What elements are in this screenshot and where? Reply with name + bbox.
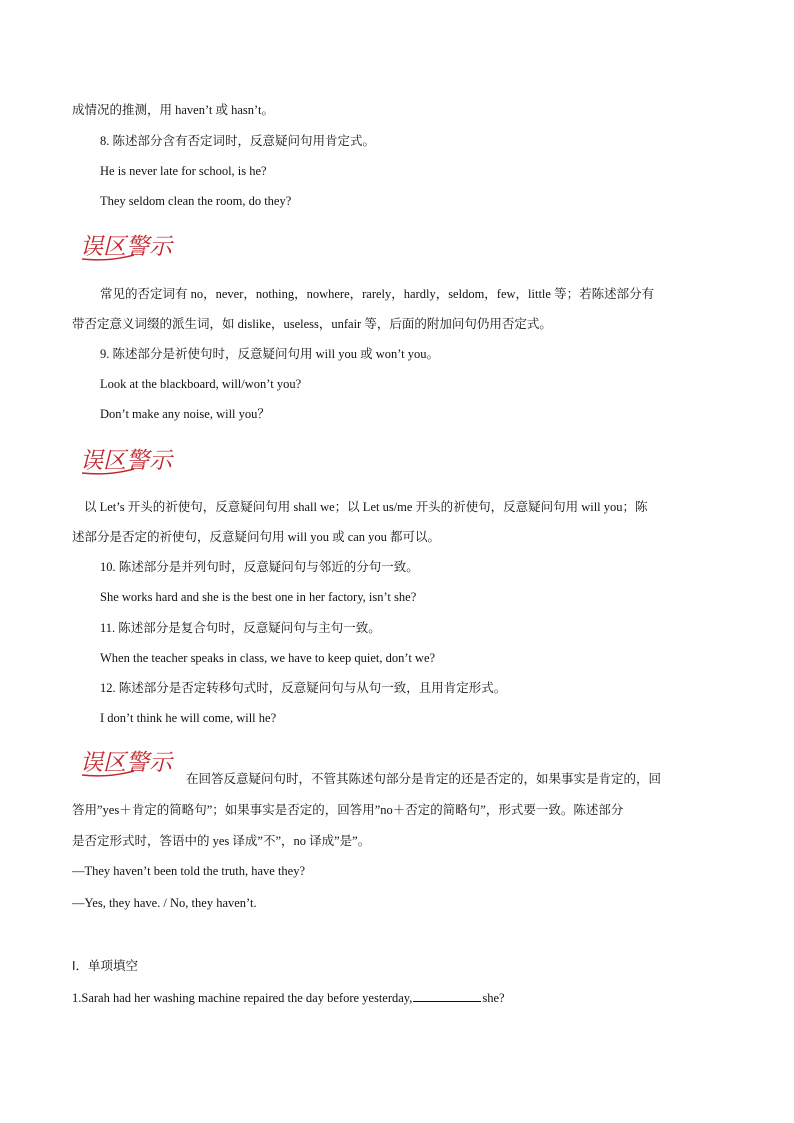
- svg-text:误区警示: 误区警示: [80, 750, 172, 776]
- svg-text:误区警示: 误区警示: [80, 448, 172, 474]
- warning-2-text: [72, 492, 722, 552]
- example-12: I don’t think he will come, will he?: [100, 711, 277, 725]
- mistake-warning-logo-1: [78, 229, 188, 263]
- warning-2-line-1: 以 Let’s 开头的祈使句，反意疑问句用 shall we；以 Let us/me 开头的祈使句，反意疑问句用 will you；陈: [84, 500, 648, 514]
- answer-blank[interactable]: [413, 989, 481, 1002]
- rule-8: 8. 陈述部分含有否定词时，反意疑问句用肯定式。: [100, 134, 376, 148]
- warning-3-line-3: 是否定形式时，答语中的 yes 译成”不”，no 译成”是”。: [72, 834, 371, 848]
- mistake-warning-logo-3: [78, 745, 188, 779]
- question-1: [72, 989, 505, 1006]
- warning-1-line-2: 带否定意义词缀的派生词，如 dislike，useless，unfair 等，后面的附加问句仍用否定式。: [72, 317, 552, 331]
- rule-10: 10. 陈述部分是并列句时，反意疑问句与邻近的分句一致。: [100, 560, 419, 574]
- warning-3-line-2: 答用”yes＋肯定的简略句”；如果事实是否定的，回答用”no＋否定的简略句”，形式要一致。陈述部分: [72, 803, 624, 817]
- svg-text:误区警示: 误区警示: [80, 234, 172, 260]
- rule-9: 9. 陈述部分是祈使句时，反意疑问句用 will you 或 won’t you。: [100, 347, 440, 361]
- dialog-question: —They haven’t been told the truth, have they?: [72, 864, 306, 878]
- example-11: When the teacher speaks in class, we have to keep quiet, don’t we?: [100, 651, 436, 665]
- question-1-text: 1.Sarah had her washing machine repaired the day before yesterday,: [72, 991, 413, 1005]
- rule-11: 11. 陈述部分是复合句时，反意疑问句与主句一致。: [100, 621, 381, 635]
- warning-3-line-1: 在回答反意疑问句时，不管其陈述句部分是肯定的还是否定的，如果事实是肯定的，回: [186, 772, 662, 786]
- section-title: I．单项填空: [72, 959, 138, 973]
- question-1-tail: she?: [482, 991, 505, 1005]
- example-10: She works hard and she is the best one in her factory, isn’t she?: [100, 590, 417, 604]
- warning-1-line-1: 常见的否定词有 no，never，nothing，nowhere，rarely，hardly，seldom，few，little 等；若陈述部分有: [100, 287, 655, 301]
- mistake-warning-logo-2: [78, 443, 188, 477]
- intro-line-end: 成情况的推测，用 haven’t 或 hasn’t。: [72, 103, 274, 117]
- example-8b: They seldom clean the room, do they?: [100, 194, 292, 208]
- warning-2-line-2: 述部分是否定的祈使句，反意疑问句用 will you 或 can you 都可以。: [72, 530, 441, 544]
- warning-1-text: [72, 279, 722, 339]
- rule-12: 12. 陈述部分是否定转移句式时，反意疑问句与从句一致，且用肯定形式。: [100, 681, 507, 695]
- example-9a: Look at the blackboard, will/won’t you?: [100, 377, 302, 391]
- example-8a: He is never late for school, is he?: [100, 164, 267, 178]
- example-9b: Don’t make any noise, will you？: [100, 407, 270, 421]
- dialog-answer: —Yes, they have. / No, they haven’t.: [72, 896, 257, 910]
